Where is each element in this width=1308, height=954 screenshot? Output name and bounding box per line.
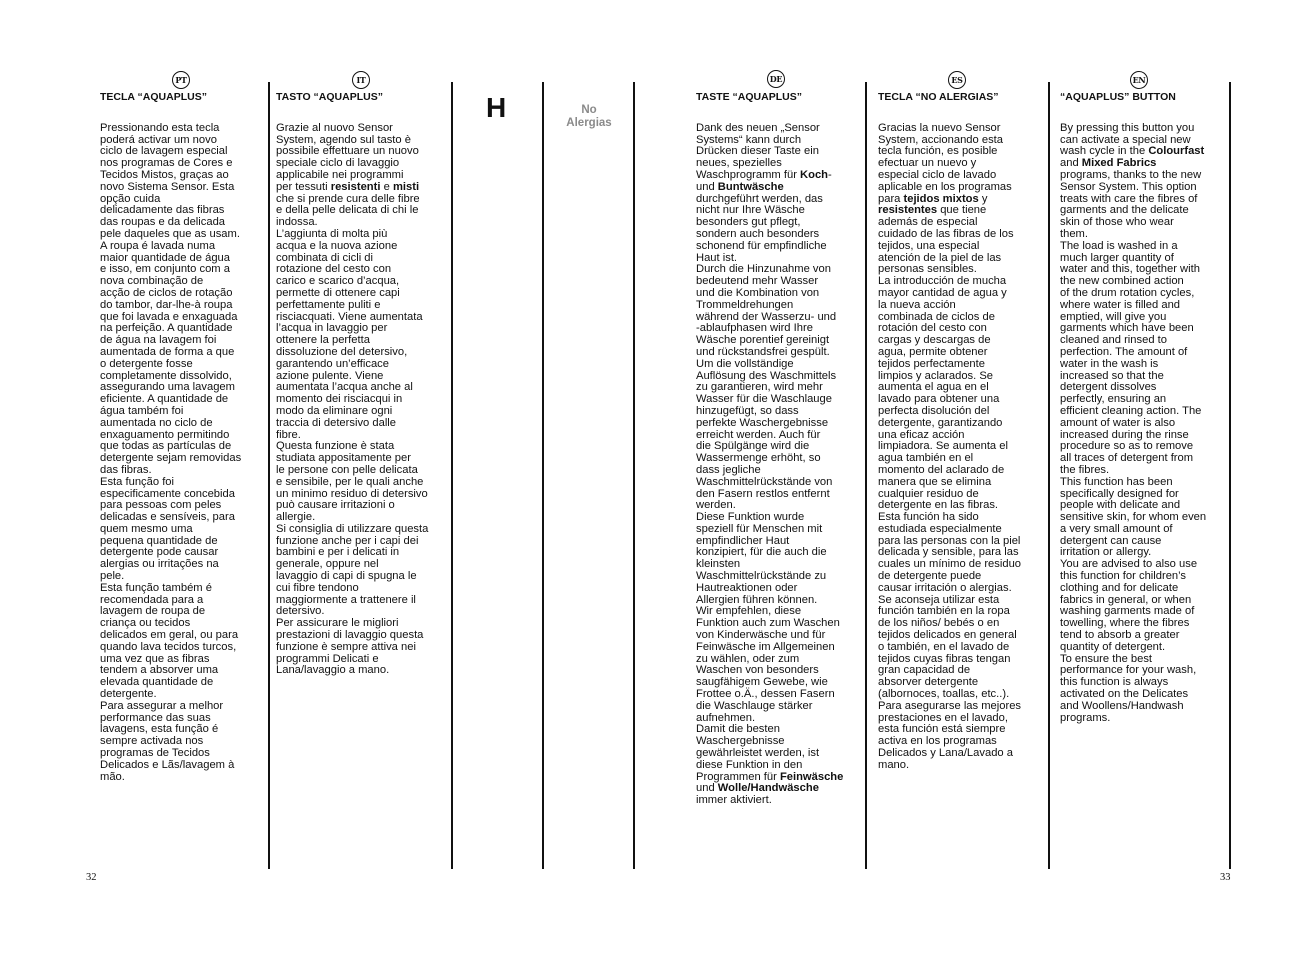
column-body [276, 123, 446, 677]
bold-term: resistentes [878, 204, 938, 217]
column-divider [1048, 82, 1050, 869]
body-text: By pressing this button you can activate a special new wash cycle in the [1060, 121, 1195, 158]
lang-badge-es: ES [948, 71, 966, 89]
body-text: e [380, 180, 393, 193]
page-number-right: 33 [1220, 872, 1231, 883]
body-text: and [1060, 157, 1079, 170]
column-body [1060, 123, 1220, 725]
page-number-left: 32 [86, 872, 97, 883]
section-letter: H [486, 92, 507, 123]
bold-term: Koch [800, 168, 828, 181]
column-title: “AQUAPLUS” BUTTON [1060, 91, 1176, 103]
body-text: y [981, 192, 988, 205]
column-body: Pressionando esta tecla poderá activar um novo ciclo de lavagem especial nos programas de Cores e Tecidos Mistos, graças ao novo Sistema Sensor. Esta opção cuida delicadamente das fibras das roupas e da delicada pele daqueles que as usam. A roupa é lavada numa maior quantidade de água e isso, em conjunto com a nova combinação de acção de ciclos de rotação do tambor, dar-lhe-à roupa que foi lavada e enxaguada na perfeição. A quantidade de água na lavagem foi aumentada de forma a que o detergente fosse completamente dissolvido, assegurando uma lavagem eficiente. A quantidade de água também foi aumentada no ciclo de enxaguamento permitindo que todas as partículas de detergente sejam removidas das fibras. Esta função foi especificamente concebida para pessoas com peles delicadas e sensíveis, para quem mesmo uma pequena quantidade de detergente pode causar alergias ou irritações na pele. Esta função também é recomendada para a lavagem de roupa de criança ou tecidos delicados em geral, ou para quando lava tecidos turcos, uma vez que as fibras tendem a absorver uma elevada quantidade de detergente. Para assegurar a melhor performance das suas lavagens, esta função é sempre activada nos programas de Tecidos Delicados e Lãs/lavagem à mão. [100, 121, 242, 783]
bold-term: resistenti [330, 180, 381, 193]
body-text: Grazie al nuovo Sensor System, agendo sul tasto è possibile effettuare un nuovo speciale ciclo di lavaggio applicabile nei programmi per tessuti [276, 121, 419, 193]
column-divider [633, 82, 635, 869]
bold-term: tejidos mixtos [903, 192, 979, 205]
column-title: TASTE “AQUAPLUS” [696, 91, 802, 103]
column-pt [100, 92, 260, 783]
body-text: Dank des neuen „Sensor Systems“ kann durch Drücken dieser Taste ein neues, spezielles Waschprogramm für [696, 121, 820, 181]
column-title: TECLA “NO ALERGIAS” [878, 91, 999, 103]
column-title: TASTO “AQUAPLUS” [276, 91, 383, 103]
column-divider [542, 82, 544, 869]
column-title: TECLA “AQUAPLUS” [100, 91, 207, 103]
bold-term: Feinwäsche [779, 770, 844, 783]
bold-term: Mixed Fabrics [1081, 157, 1157, 170]
column-body [696, 123, 856, 807]
no-alergias-line1: No [581, 104, 597, 116]
body-text: programs, thanks to the new Sensor System. This option treats with care the fibres of garments and the delicate skin of those who wear them. The load is washed in a much larger quantity of water and this, together with the new combined action of the drum rotation cycles, where water is filled and emptied, will give you garments which have been cleaned and rinsed to perfection. The amount of water in the wash is increased so that the detergent dissolves perfectly, ensuring an efficient cleaning action. The amount of water is also increased during the rinse procedure so as to remove all traces of detergent from the fibres. This function has been specifically designed for people with delicate and sensitive skin, for whom even a very small amount of detergent can cause irritation or allergy. You are advised to also use this function for children’s clothing and for delicate fabrics in general, or when washing garments made of towelling, where the fibres tend to absorb a greater quantity of detergent. To ensure the best performance for your wash, this function is always activated on the Delicates and Woollens/Handwash programs. [1060, 168, 1207, 724]
lang-badge-en: EN [1130, 71, 1148, 89]
no-alergias-line2: Alergias [566, 117, 612, 129]
column-divider [451, 82, 453, 869]
column-divider [268, 82, 270, 869]
lang-badge-pt: PT [172, 71, 190, 89]
body-text: und [696, 782, 715, 795]
column-body [878, 123, 1038, 772]
column-es [878, 92, 1038, 772]
no-alergias-label [553, 104, 625, 130]
lang-badge-it: IT [352, 71, 370, 89]
column-de [696, 92, 856, 807]
bold-term: Colourfast [1148, 145, 1205, 158]
column-en [1060, 92, 1220, 724]
bold-term: Wolle/Handwäsche [717, 782, 819, 795]
bold-term: Buntwäsche [717, 180, 784, 193]
body-text: Gracias la nuevo Sensor System, accionando esta tecla función, es posible efectuar un nuevo y especial ciclo de lavado aplicable en los programas para [878, 121, 1012, 205]
lang-badge-de: DE [767, 70, 785, 88]
body-text: que tiene además de especial cuidado de las fibras de los tejidos, una especial atención de la piel de las personas sensibles. La introducción de mucha mayor cantidad de agua y la nueva acción combinada de ciclos de rotación del cesto con cargas y descargas de agua, permite obtener tejidos perfectamente limpios y aclarados. Se aumenta el agua en el lavado para obtener una perfecta disolución del detergente, garantizando una eficaz acción limpiadora. Se aumenta el agua también en el momento del aclarado de manera que se elimina cualquier residuo de detergente en las fibras. Esta función ha sido estudiada especialmente para las personas con la piel delicada y sensible, para las cuales un mínimo de residuo de detergente puede causar irritación o alergias. Se aconseja utilizar esta función también en la ropa de los niños/ bebés o en tejidos delicados en general o también, en el lavado de tejidos cuyas fibras tengan gran capacidad de absorver detergente (albornoces, toallas, etc..). Para asegurarse las mejores prestaciones en el lavado, esta función está siempre activa en los programas Delicados y Lana/Lavado a mano. [878, 204, 1022, 771]
column-divider [1229, 82, 1231, 869]
body-text: durchgeführt werden, das nicht nur Ihre Wäsche besonders gut pflegt, sondern auch besonders schonend für empfindliche Haut ist. Durch die Hinzunahme von bedeutend mehr Wasser und die Kombination von Trommeldrehungen während der Wasserzu- und -ablaufphasen wird Ihre Wäsche porentief gereinigt und rückstandsfrei gespült. Um die vollständige Auflösung des Waschmittels zu garantieren, wird mehr Wasser für die Waschlauge hinzugefügt, so dass perfekte Waschergebnisse erreicht werden. Auch für die Spülgänge wird die Wassermenge erhöht, so dass jegliche Waschmittelrückstände von den Fasern restlos entfernt werden. Diese Funktion wurde speziell für Menschen mit empfindlicher Haut konzipiert, für die auch die kleinsten Waschmittelrückstände zu Hautreaktionen oder Allergien führen können. Wir empfehlen, diese Funktion auch zum Waschen von Kinderwäsche und für Feinwäsche im Allgemeinen zu wählen, oder zum Waschen von besonders saugfähigem Gewebe, wie Frottee o.Ä., dessen Fasern die Waschlauge stärker aufnehmen. Damit die besten Waschergebnisse gewährleistet werden, ist diese Funktion in den Programmen für [696, 192, 840, 783]
column-it [276, 92, 446, 677]
bold-term: misti [392, 180, 420, 193]
body-text: - und [696, 168, 832, 193]
body-text: che si prende cura delle fibre e della pelle delicata di chi le indossa. L’aggiunta di molta più acqua e la nuova azione combinata di cicli di rotazione del cesto con carico e scarico d’acqua, permette di ottenere capi perfettamente puliti e risciacquati. Viene aumentata l’acqua in lavaggio per ottenere la perfetta dissoluzione del detersivo, garantendo un’efficace azione pulente. Viene aumentata l’acqua anche al momento dei risciacqui in modo da eliminare ogni traccia di detersivo dalle fibre. Questa funzione è stata studiata appositamente per le persone con pelle delicata e sensibile, per le quali anche un minimo residuo di detersivo può causare irritazioni o allergie. Si consiglia di utilizzare questa funzione anche per i capi dei bambini e per i delicati in generale, oppure nel lavaggio di capi di spugna le cui fibre tendono maggiormente a trattenere il detersivo. Per assicurare le migliori prestazioni di lavaggio questa funzione è sempre attiva nei programmi Delicati e Lana/lavaggio a mano. [276, 192, 429, 677]
column-divider [865, 82, 867, 869]
body-text: immer aktiviert. [696, 794, 772, 807]
